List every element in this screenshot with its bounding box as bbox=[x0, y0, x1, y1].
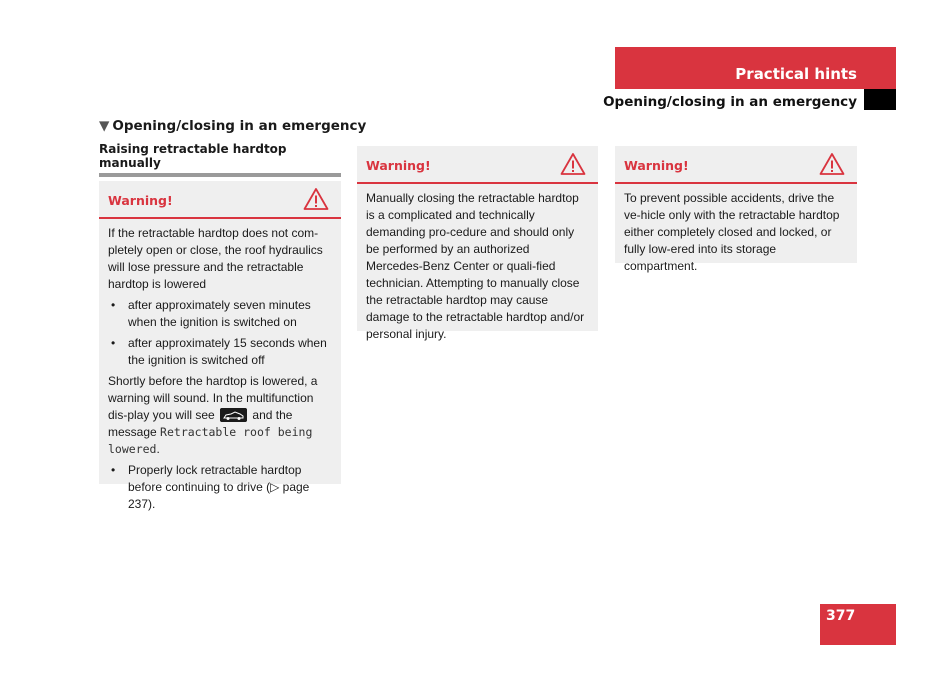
bullet-item: • after approximately seven minutes when the ignition is switched on bbox=[111, 298, 311, 329]
display-message-text: Retractable roof being lowered bbox=[108, 425, 313, 456]
warning-triangle-icon bbox=[303, 187, 329, 211]
header-marker-block bbox=[864, 89, 896, 110]
paragraph-text: Shortly before the hardtop is lowered, a warning will sound. In the multifunction dis-play you will see bbox=[108, 374, 318, 422]
warning-triangle-icon bbox=[560, 152, 586, 176]
bullet-item: • after approximately 15 seconds when the ignition is switched off bbox=[111, 336, 327, 367]
bullet-text: after approximately seven minutes when the ignition is switched on bbox=[128, 298, 311, 329]
page-number: 377 bbox=[826, 608, 856, 624]
warning-text: To prevent possible accidents, drive the ve-hicle only with the retractable hardtop either completely closed and locked, or fully low-ered into its storage compartment. bbox=[624, 191, 840, 273]
paragraph-text: and the message bbox=[108, 408, 293, 439]
bullet-item: • Properly lock retractable hardtop before continuing to drive (▷ page 237). bbox=[111, 463, 310, 511]
paragraph-text: . bbox=[156, 442, 160, 456]
header-section-title: Practical hints bbox=[735, 65, 857, 83]
convertible-car-icon bbox=[220, 408, 247, 422]
warning-label: Warning! bbox=[624, 158, 689, 173]
section-title bbox=[99, 118, 366, 134]
bullet-text: Properly lock retractable hardtop before continuing to drive (▷ page 237). bbox=[128, 463, 310, 511]
warning-box-header bbox=[615, 146, 857, 184]
section-title-text: Opening/closing in an emergency bbox=[112, 118, 367, 134]
warning-box-body bbox=[99, 219, 341, 527]
warning-box-body bbox=[357, 184, 598, 357]
warning-intro-text: If the retractable hardtop does not com-pletely open or close, the roof hydraulics will lose pressure and the retractable hardtop is lowered bbox=[108, 226, 323, 291]
warning-box-hydraulics bbox=[99, 181, 341, 511]
warning-label: Warning! bbox=[366, 158, 431, 173]
warning-text: Manually closing the retractable hardtop is a complicated and technically demanding pro-cedure and should only be performed by an authorized Mercedes-Benz Center or quali-fied technician. Attempting to manually close the retractable hardtop may cause damage to the retractable hardtop and/or personal injury. bbox=[366, 191, 585, 341]
subsection-title: Raising retractable hardtop manually bbox=[99, 142, 341, 177]
warning-box-driving bbox=[615, 146, 857, 273]
warning-box-header bbox=[99, 181, 341, 219]
header-section-bar bbox=[615, 47, 896, 89]
section-triangle-marker: ▼ bbox=[99, 118, 110, 134]
warning-label: Warning! bbox=[108, 193, 173, 208]
display-message-paragraph bbox=[108, 373, 332, 458]
header-subtitle: Opening/closing in an emergency bbox=[603, 94, 857, 110]
bullet-text: after approximately 15 seconds when the ignition is switched off bbox=[128, 336, 327, 367]
warning-box-header bbox=[357, 146, 598, 184]
warning-box-manual-closing bbox=[357, 146, 598, 341]
warning-box-body bbox=[615, 184, 857, 289]
warning-triangle-icon bbox=[819, 152, 845, 176]
page-number-box bbox=[820, 604, 896, 645]
